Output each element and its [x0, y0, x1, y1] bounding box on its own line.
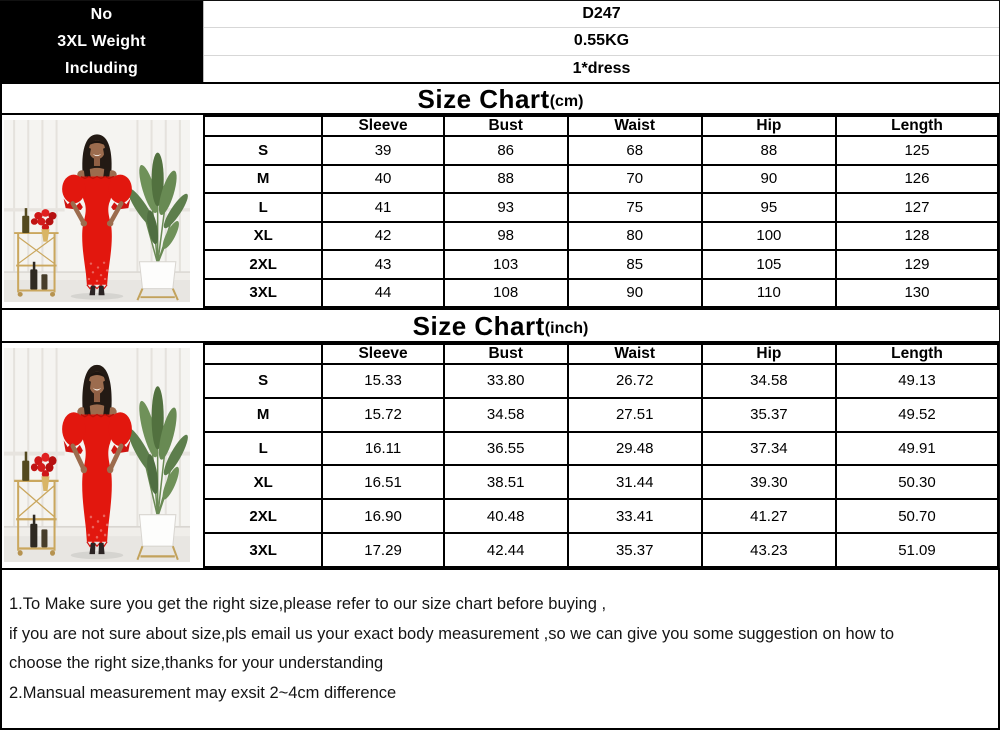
size-cell: 33.80 [444, 364, 568, 398]
size-table-cm [203, 115, 999, 308]
size-cell: 103 [444, 250, 568, 279]
info-label-including: Including [65, 59, 138, 77]
note-line: 1.To Make sure you get the right size,please refer to our size chart before buying , [9, 595, 607, 613]
column-header: Sleeve [322, 344, 443, 364]
size-chart-title-text: Size Chart [412, 310, 545, 341]
size-chart-unit-cm: (cm) [549, 93, 584, 110]
info-label-weight: 3XL Weight [57, 32, 146, 50]
size-section-cm [0, 113, 1000, 308]
table-row [204, 165, 998, 194]
size-cell: 31.44 [568, 465, 702, 499]
column-header: Waist [568, 116, 702, 136]
size-cell: 88 [702, 136, 836, 165]
size-cell: 90 [568, 279, 702, 308]
size-row-label: 2XL [204, 250, 322, 279]
table-row [204, 193, 998, 222]
size-cell: 40 [322, 165, 443, 194]
size-cell: 49.13 [836, 364, 998, 398]
size-cell: 43 [322, 250, 443, 279]
size-cell: 35.37 [568, 533, 702, 567]
table-row [204, 499, 998, 533]
column-header [204, 116, 322, 136]
size-cell: 16.90 [322, 499, 443, 533]
size-cell: 80 [568, 222, 702, 251]
table-row [204, 250, 998, 279]
size-cell: 34.58 [702, 364, 836, 398]
size-cell: 42 [322, 222, 443, 251]
size-row-label: S [204, 364, 322, 398]
column-header: Length [836, 116, 998, 136]
size-table-inch [203, 343, 999, 568]
size-cell: 16.51 [322, 465, 443, 499]
table-row [204, 533, 998, 567]
column-header: Bust [444, 116, 568, 136]
column-header: Bust [444, 344, 568, 364]
size-cell: 51.09 [836, 533, 998, 567]
product-info-labels [0, 1, 203, 82]
size-cell: 37.34 [702, 432, 836, 466]
size-cell: 41 [322, 193, 443, 222]
size-cell: 39 [322, 136, 443, 165]
size-row-label: 3XL [204, 279, 322, 308]
product-photo-illustration [4, 120, 190, 302]
size-cell: 29.48 [568, 432, 702, 466]
size-cell: 15.72 [322, 398, 443, 432]
table-row [204, 279, 998, 308]
size-chart-title-cm [0, 82, 1000, 113]
size-row-label: 2XL [204, 499, 322, 533]
table-row [204, 398, 998, 432]
size-row-label: M [204, 398, 322, 432]
size-cell: 40.48 [444, 499, 568, 533]
table-row [204, 222, 998, 251]
size-cell: 38.51 [444, 465, 568, 499]
size-row-label: S [204, 136, 322, 165]
note-line: choose the right size,thanks for your understanding [9, 654, 384, 672]
info-value-no: D247 [204, 1, 999, 28]
size-cell: 41.27 [702, 499, 836, 533]
sizing-notes [0, 568, 1000, 730]
size-row-label: XL [204, 222, 322, 251]
size-cell: 93 [444, 193, 568, 222]
size-cell: 44 [322, 279, 443, 308]
size-cell: 128 [836, 222, 998, 251]
size-row-label: 3XL [204, 533, 322, 567]
column-header: Sleeve [322, 116, 443, 136]
column-header [204, 344, 322, 364]
size-cell: 49.52 [836, 398, 998, 432]
size-section-inch [0, 341, 1000, 568]
table-header-row [204, 116, 998, 136]
product-photo-illustration [4, 348, 190, 562]
size-row-label: L [204, 193, 322, 222]
size-cell: 100 [702, 222, 836, 251]
size-cell: 16.11 [322, 432, 443, 466]
column-header: Waist [568, 344, 702, 364]
table-row [204, 465, 998, 499]
size-cell: 126 [836, 165, 998, 194]
size-cell: 70 [568, 165, 702, 194]
size-cell: 130 [836, 279, 998, 308]
size-cell: 49.91 [836, 432, 998, 466]
info-value-including: 1*dress [572, 59, 631, 77]
size-cell: 43.23 [702, 533, 836, 567]
note-line: if you are not sure about size,pls email us your exact body measurement ,so we can give you some suggestion on how to [9, 624, 895, 643]
size-cell: 108 [444, 279, 568, 308]
size-cell: 17.29 [322, 533, 443, 567]
column-header: Hip [702, 116, 836, 136]
size-cell: 36.55 [444, 432, 568, 466]
note-line: 2.Mansual measurement may exsit 2~4cm difference [9, 683, 397, 702]
size-cell: 15.33 [322, 364, 443, 398]
size-cell: 110 [702, 279, 836, 308]
size-cell: 98 [444, 222, 568, 251]
info-label-no: No [90, 5, 113, 23]
size-row-label: XL [204, 465, 322, 499]
size-cell: 95 [702, 193, 836, 222]
size-cell: 90 [702, 165, 836, 194]
size-cell: 42.44 [444, 533, 568, 567]
size-cell: 86 [444, 136, 568, 165]
size-cell: 85 [568, 250, 702, 279]
size-cell: 50.30 [836, 465, 998, 499]
info-value-weight: 0.55KG [204, 28, 999, 55]
table-header-row [204, 344, 998, 364]
size-cell: 125 [836, 136, 998, 165]
size-chart-title-inch [0, 308, 1000, 341]
size-cell: 34.58 [444, 398, 568, 432]
column-header: Hip [702, 344, 836, 364]
table-row [204, 364, 998, 398]
size-cell: 68 [568, 136, 702, 165]
size-cell: 39.30 [702, 465, 836, 499]
size-cell: 129 [836, 250, 998, 279]
size-chart-unit-inch: (inch) [544, 320, 589, 337]
size-cell: 127 [836, 193, 998, 222]
product-info-values [203, 1, 999, 82]
product-photo-cm [2, 115, 203, 308]
table-row [204, 432, 998, 466]
size-cell: 33.41 [568, 499, 702, 533]
size-row-label: L [204, 432, 322, 466]
product-photo-inch [2, 343, 203, 568]
size-chart-title-text: Size Chart [417, 83, 550, 114]
size-cell: 88 [444, 165, 568, 194]
product-info-bar [0, 0, 1000, 82]
size-cell: 50.70 [836, 499, 998, 533]
size-cell: 35.37 [702, 398, 836, 432]
size-row-label: M [204, 165, 322, 194]
size-cell: 27.51 [568, 398, 702, 432]
column-header: Length [836, 344, 998, 364]
size-cell: 75 [568, 193, 702, 222]
size-cell: 26.72 [568, 364, 702, 398]
table-row [204, 136, 998, 165]
size-cell: 105 [702, 250, 836, 279]
